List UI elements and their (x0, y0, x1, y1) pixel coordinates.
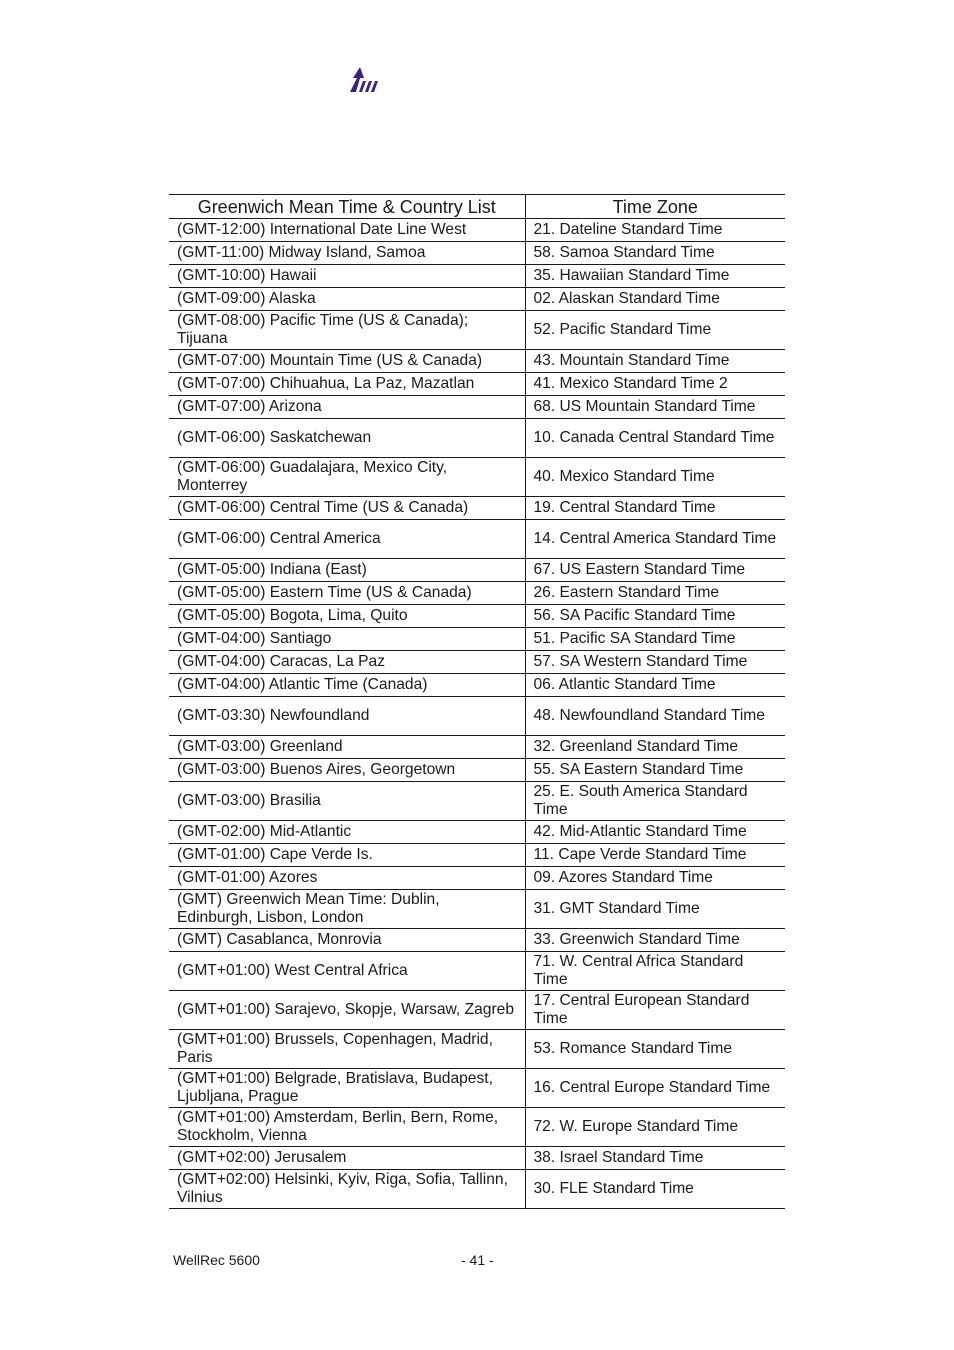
table-row (169, 582, 785, 605)
time-zone-cell: 09. Azores Standard Time (525, 867, 785, 890)
time-zone-cell: 14. Central America Standard Time (525, 520, 785, 559)
table-header-row (169, 195, 785, 219)
table-row (169, 559, 785, 582)
time-zone-cell: 30. FLE Standard Time (525, 1170, 785, 1209)
time-zone-cell: 67. US Eastern Standard Time (525, 559, 785, 582)
timezone-table (169, 194, 785, 1209)
footer-page-number: - 41 - (461, 1252, 494, 1268)
gmt-cell: (GMT+02:00) Jerusalem (169, 1147, 525, 1170)
gmt-cell: (GMT+01:00) Belgrade, Bratislava, Budapest, Ljubljana, Prague (169, 1069, 525, 1108)
time-zone-cell: 16. Central Europe Standard Time (525, 1069, 785, 1108)
table-row (169, 651, 785, 674)
table-row (169, 628, 785, 651)
time-zone-cell: 42. Mid-Atlantic Standard Time (525, 821, 785, 844)
table-row (169, 1069, 785, 1108)
gmt-cell: (GMT-10:00) Hawaii (169, 265, 525, 288)
gmt-cell: (GMT+01:00) Sarajevo, Skopje, Warsaw, Zagreb (169, 991, 525, 1030)
table-row (169, 782, 785, 821)
gmt-cell: (GMT-06:00) Central America (169, 520, 525, 559)
gmt-cell: (GMT-07:00) Chihuahua, La Paz, Mazatlan (169, 373, 525, 396)
table-row (169, 952, 785, 991)
gmt-cell: (GMT-06:00) Saskatchewan (169, 419, 525, 458)
gmt-cell: (GMT-07:00) Arizona (169, 396, 525, 419)
header-time-zone: Time Zone (525, 195, 785, 219)
table-row (169, 373, 785, 396)
time-zone-cell: 32. Greenland Standard Time (525, 736, 785, 759)
time-zone-cell: 51. Pacific SA Standard Time (525, 628, 785, 651)
table-row (169, 759, 785, 782)
time-zone-cell: 35. Hawaiian Standard Time (525, 265, 785, 288)
time-zone-cell: 33. Greenwich Standard Time (525, 929, 785, 952)
gmt-cell: (GMT-06:00) Guadalajara, Mexico City, Monterrey (169, 458, 525, 497)
gmt-cell: (GMT-04:00) Atlantic Time (Canada) (169, 674, 525, 697)
table-row (169, 242, 785, 265)
table-row (169, 605, 785, 628)
table-row (169, 867, 785, 890)
time-zone-cell: 21. Dateline Standard Time (525, 219, 785, 242)
time-zone-cell: 26. Eastern Standard Time (525, 582, 785, 605)
table-row (169, 674, 785, 697)
table-row (169, 890, 785, 929)
time-zone-cell: 57. SA Western Standard Time (525, 651, 785, 674)
gmt-cell: (GMT-06:00) Central Time (US & Canada) (169, 497, 525, 520)
gmt-cell: (GMT+01:00) Amsterdam, Berlin, Bern, Rome, Stockholm, Vienna (169, 1108, 525, 1147)
table-row (169, 1108, 785, 1147)
table-row (169, 520, 785, 559)
time-zone-cell: 06. Atlantic Standard Time (525, 674, 785, 697)
table-row (169, 288, 785, 311)
gmt-cell: (GMT-05:00) Bogota, Lima, Quito (169, 605, 525, 628)
gmt-cell: (GMT-03:30) Newfoundland (169, 697, 525, 736)
footer-product-name: WellRec 5600 (173, 1252, 260, 1268)
gmt-cell: (GMT-03:00) Greenland (169, 736, 525, 759)
gmt-cell: (GMT-01:00) Azores (169, 867, 525, 890)
table-row (169, 1147, 785, 1170)
gmt-cell: (GMT+02:00) Helsinki, Kyiv, Riga, Sofia, Tallinn, Vilnius (169, 1170, 525, 1209)
table-row (169, 497, 785, 520)
table-row (169, 929, 785, 952)
gmt-cell: (GMT-05:00) Indiana (East) (169, 559, 525, 582)
time-zone-cell: 53. Romance Standard Time (525, 1030, 785, 1069)
table-row (169, 311, 785, 350)
time-zone-cell: 11. Cape Verde Standard Time (525, 844, 785, 867)
brand-logo-icon (348, 66, 380, 94)
table-row (169, 458, 785, 497)
table-row (169, 697, 785, 736)
gmt-cell: (GMT-04:00) Caracas, La Paz (169, 651, 525, 674)
gmt-cell: (GMT+01:00) Brussels, Copenhagen, Madrid, Paris (169, 1030, 525, 1069)
time-zone-cell: 55. SA Eastern Standard Time (525, 759, 785, 782)
time-zone-cell: 68. US Mountain Standard Time (525, 396, 785, 419)
time-zone-cell: 02. Alaskan Standard Time (525, 288, 785, 311)
gmt-cell: (GMT) Greenwich Mean Time: Dublin, Edinburgh, Lisbon, London (169, 890, 525, 929)
table-row (169, 219, 785, 242)
table-row (169, 991, 785, 1030)
time-zone-cell: 56. SA Pacific Standard Time (525, 605, 785, 628)
gmt-cell: (GMT-03:00) Buenos Aires, Georgetown (169, 759, 525, 782)
time-zone-cell: 17. Central European Standard Time (525, 991, 785, 1030)
gmt-cell: (GMT-02:00) Mid-Atlantic (169, 821, 525, 844)
gmt-cell: (GMT-03:00) Brasilia (169, 782, 525, 821)
time-zone-cell: 58. Samoa Standard Time (525, 242, 785, 265)
time-zone-cell: 52. Pacific Standard Time (525, 311, 785, 350)
time-zone-cell: 10. Canada Central Standard Time (525, 419, 785, 458)
time-zone-cell: 71. W. Central Africa Standard Time (525, 952, 785, 991)
table-row (169, 396, 785, 419)
gmt-cell: (GMT-12:00) International Date Line West (169, 219, 525, 242)
time-zone-cell: 38. Israel Standard Time (525, 1147, 785, 1170)
table-row (169, 1170, 785, 1209)
table-row (169, 350, 785, 373)
table-row (169, 821, 785, 844)
time-zone-cell: 31. GMT Standard Time (525, 890, 785, 929)
table-row (169, 1030, 785, 1069)
table-row (169, 736, 785, 759)
gmt-cell: (GMT+01:00) West Central Africa (169, 952, 525, 991)
gmt-cell: (GMT-04:00) Santiago (169, 628, 525, 651)
gmt-cell: (GMT-09:00) Alaska (169, 288, 525, 311)
gmt-cell: (GMT-07:00) Mountain Time (US & Canada) (169, 350, 525, 373)
time-zone-cell: 48. Newfoundland Standard Time (525, 697, 785, 736)
gmt-cell: (GMT-11:00) Midway Island, Samoa (169, 242, 525, 265)
gmt-cell: (GMT-05:00) Eastern Time (US & Canada) (169, 582, 525, 605)
time-zone-cell: 19. Central Standard Time (525, 497, 785, 520)
gmt-cell: (GMT) Casablanca, Monrovia (169, 929, 525, 952)
time-zone-cell: 41. Mexico Standard Time 2 (525, 373, 785, 396)
gmt-cell: (GMT-01:00) Cape Verde Is. (169, 844, 525, 867)
header-country-list: Greenwich Mean Time & Country List (169, 195, 525, 219)
table-row (169, 265, 785, 288)
timezone-table-body (169, 219, 785, 1209)
table-row (169, 844, 785, 867)
time-zone-cell: 25. E. South America Standard Time (525, 782, 785, 821)
time-zone-cell: 72. W. Europe Standard Time (525, 1108, 785, 1147)
gmt-cell: (GMT-08:00) Pacific Time (US & Canada); Tijuana (169, 311, 525, 350)
time-zone-cell: 40. Mexico Standard Time (525, 458, 785, 497)
time-zone-cell: 43. Mountain Standard Time (525, 350, 785, 373)
table-row (169, 419, 785, 458)
